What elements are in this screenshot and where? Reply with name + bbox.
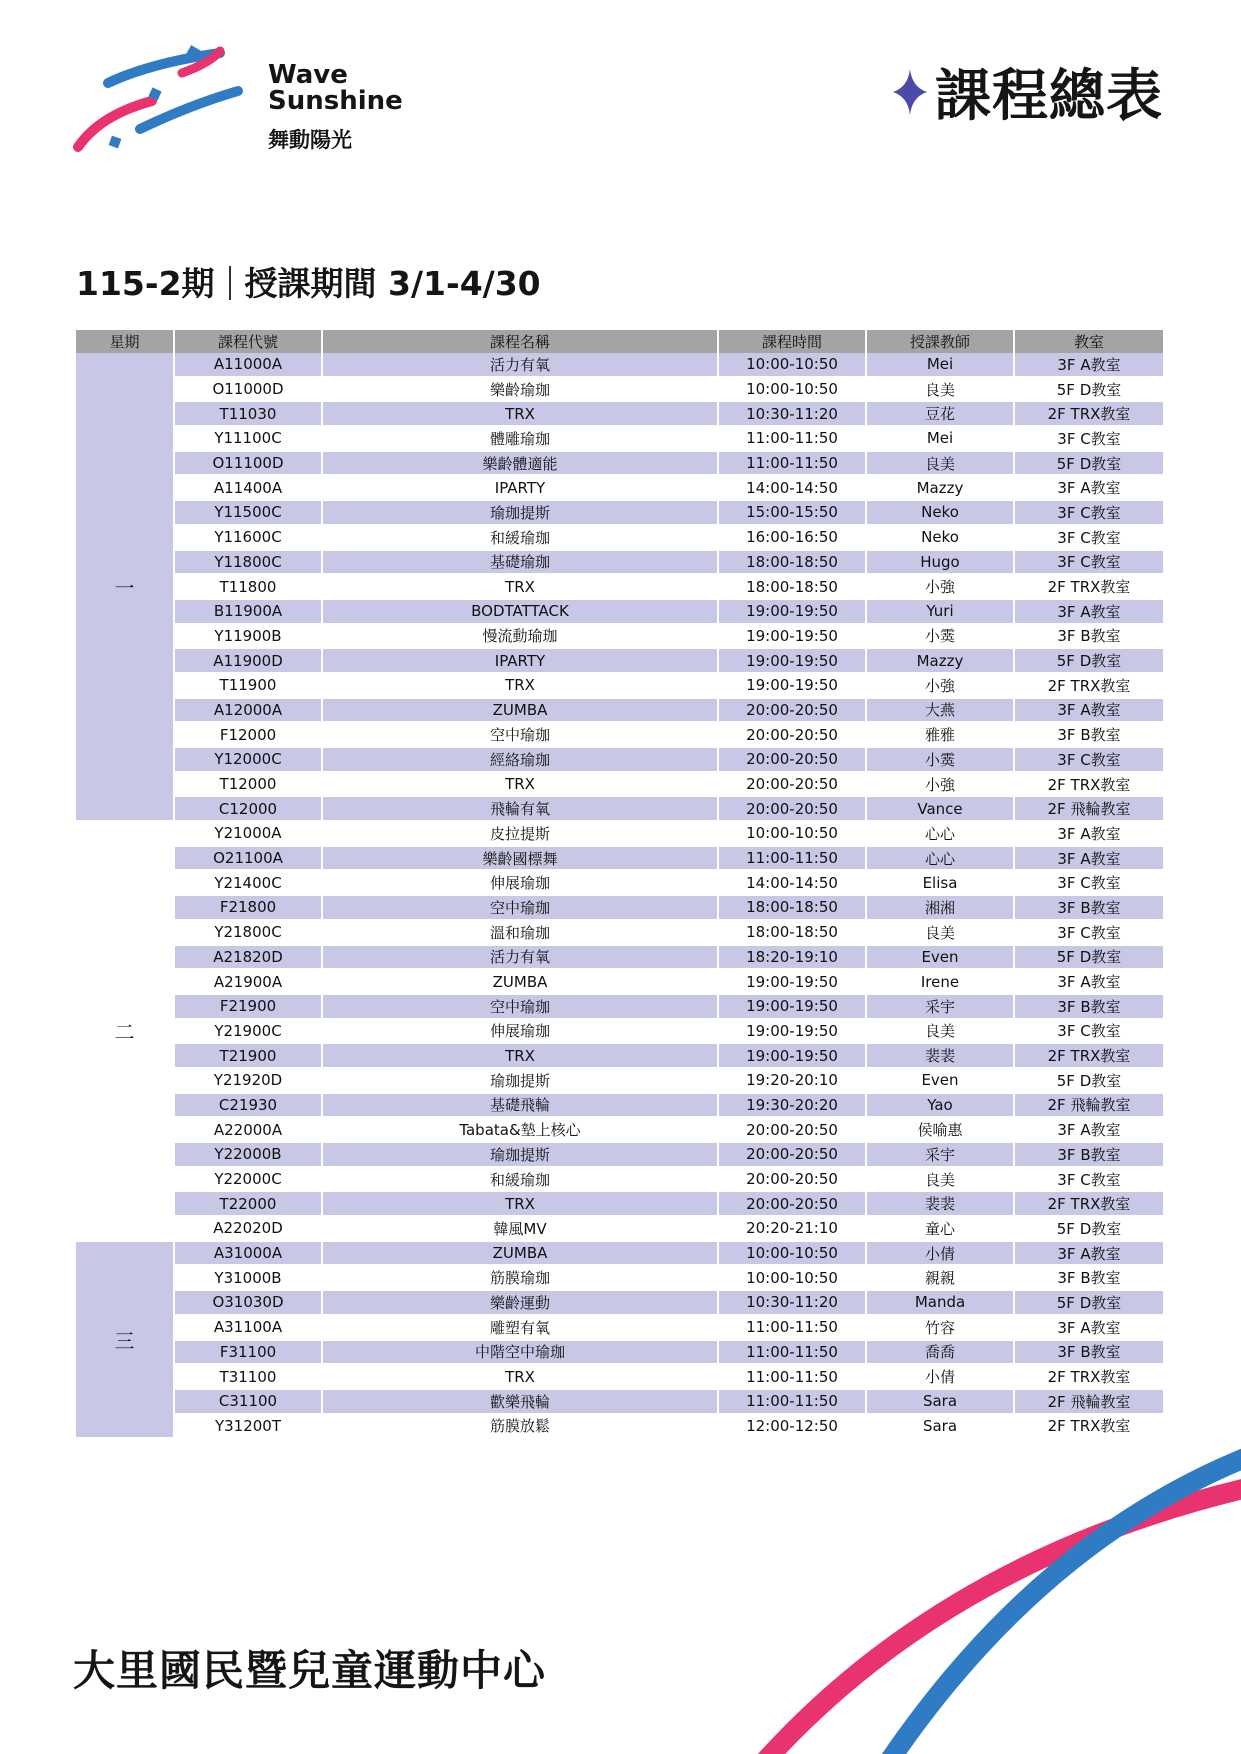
course-teacher: Manda [866, 1290, 1014, 1315]
course-teacher: Neko [866, 525, 1014, 550]
course-code: F31100 [174, 1340, 322, 1365]
course-time: 14:00-14:50 [718, 475, 866, 500]
course-name: 伸展瑜珈 [322, 1019, 718, 1044]
course-code: A11000A [174, 353, 322, 377]
table-row [76, 1019, 1164, 1044]
course-time: 11:00-11:50 [718, 451, 866, 476]
table-row [76, 1142, 1164, 1167]
course-name: 瑜珈提斯 [322, 1142, 718, 1167]
course-time: 19:20-20:10 [718, 1068, 866, 1093]
course-room: 3F A教室 [1014, 1315, 1164, 1340]
table-row [76, 353, 1164, 377]
course-time: 20:00-20:50 [718, 796, 866, 821]
course-teacher: 大燕 [866, 698, 1014, 723]
table-row [76, 821, 1164, 846]
table-row [76, 747, 1164, 772]
course-time: 10:30-11:20 [718, 401, 866, 426]
course-name: 筋膜瑜珈 [322, 1265, 718, 1290]
course-time: 19:00-19:50 [718, 1019, 866, 1044]
course-room: 3F C教室 [1014, 1167, 1164, 1192]
course-name: ZUMBA [322, 1241, 718, 1266]
course-teacher: 小倩 [866, 1364, 1014, 1389]
table-row [76, 1068, 1164, 1093]
table-row [76, 945, 1164, 970]
course-name: BODTATTACK [322, 599, 718, 624]
table-row [76, 722, 1164, 747]
course-code: Y31000B [174, 1265, 322, 1290]
term-label: 115-2期 [76, 264, 215, 303]
course-room: 2F TRX教室 [1014, 1414, 1164, 1439]
col-header-time: 課程時間 [718, 330, 866, 353]
table-row [76, 574, 1164, 599]
course-code: T31100 [174, 1364, 322, 1389]
course-code: T11900 [174, 673, 322, 698]
course-name: TRX [322, 1191, 718, 1216]
course-teacher: Even [866, 1068, 1014, 1093]
course-code: Y21400C [174, 870, 322, 895]
table-row [76, 1290, 1164, 1315]
course-name: 筋膜放鬆 [322, 1414, 718, 1439]
course-name: 基礎飛輪 [322, 1093, 718, 1118]
course-teacher: Sara [866, 1414, 1014, 1439]
course-time: 16:00-16:50 [718, 525, 866, 550]
course-time: 19:00-19:50 [718, 673, 866, 698]
course-time: 10:00-10:50 [718, 821, 866, 846]
course-code: T21900 [174, 1043, 322, 1068]
course-name: 和緩瑜珈 [322, 525, 718, 550]
course-teacher: Mei [866, 353, 1014, 377]
course-name: 樂齡運動 [322, 1290, 718, 1315]
course-code: Y22000B [174, 1142, 322, 1167]
course-name: ZUMBA [322, 698, 718, 723]
course-name: 活力有氧 [322, 353, 718, 377]
course-teacher: Yao [866, 1093, 1014, 1118]
table-row [76, 969, 1164, 994]
course-name: 韓風MV [322, 1216, 718, 1241]
course-code: Y11500C [174, 500, 322, 525]
course-name: 雕塑有氧 [322, 1315, 718, 1340]
table-row [76, 525, 1164, 550]
page-title [891, 52, 1163, 132]
course-name: TRX [322, 772, 718, 797]
course-room: 2F TRX教室 [1014, 1043, 1164, 1068]
course-room: 5F D教室 [1014, 1216, 1164, 1241]
course-room: 2F TRX教室 [1014, 673, 1164, 698]
course-room: 2F TRX教室 [1014, 1364, 1164, 1389]
course-room: 3F C教室 [1014, 870, 1164, 895]
table-body [76, 353, 1164, 1438]
course-time: 20:00-20:50 [718, 698, 866, 723]
course-code: B11900A [174, 599, 322, 624]
course-teacher: 裴裴 [866, 1043, 1014, 1068]
course-code: Y21000A [174, 821, 322, 846]
course-time: 10:00-10:50 [718, 377, 866, 402]
course-name: 皮拉提斯 [322, 821, 718, 846]
course-room: 5F D教室 [1014, 945, 1164, 970]
course-code: O21100A [174, 846, 322, 871]
course-teacher: 小強 [866, 673, 1014, 698]
course-name: TRX [322, 1043, 718, 1068]
course-time: 18:00-18:50 [718, 574, 866, 599]
course-code: Y12000C [174, 747, 322, 772]
course-teacher: Yuri [866, 599, 1014, 624]
brand-name-en-1: Wave [268, 60, 348, 90]
brand-name-zh: 舞動陽光 [268, 128, 352, 152]
course-room: 3F A教室 [1014, 1117, 1164, 1142]
course-room: 2F 飛輪教室 [1014, 1389, 1164, 1414]
course-room: 3F A教室 [1014, 821, 1164, 846]
table-header-row [76, 330, 1164, 353]
table-row [76, 401, 1164, 426]
course-name: 活力有氧 [322, 945, 718, 970]
course-teacher: 湘湘 [866, 895, 1014, 920]
course-code: A11900D [174, 648, 322, 673]
course-room: 3F C教室 [1014, 426, 1164, 451]
course-name: TRX [322, 1364, 718, 1389]
course-name: TRX [322, 401, 718, 426]
course-name: 伸展瑜珈 [322, 870, 718, 895]
course-time: 11:00-11:50 [718, 1364, 866, 1389]
course-teacher: 侯喻惠 [866, 1117, 1014, 1142]
course-time: 15:00-15:50 [718, 500, 866, 525]
course-time: 12:00-12:50 [718, 1414, 866, 1439]
course-room: 2F TRX教室 [1014, 401, 1164, 426]
table-row [76, 1315, 1164, 1340]
course-teacher: 親親 [866, 1265, 1014, 1290]
col-header-code: 課程代號 [174, 330, 322, 353]
table-row [76, 698, 1164, 723]
course-teacher: 采宇 [866, 1142, 1014, 1167]
course-room: 3F C教室 [1014, 500, 1164, 525]
course-name: 飛輪有氧 [322, 796, 718, 821]
course-name: ZUMBA [322, 969, 718, 994]
course-teacher: Mazzy [866, 475, 1014, 500]
course-time: 19:30-20:20 [718, 1093, 866, 1118]
course-time: 11:00-11:50 [718, 1340, 866, 1365]
course-name: 和緩瑜珈 [322, 1167, 718, 1192]
course-teacher: 良美 [866, 1167, 1014, 1192]
course-name: 中階空中瑜珈 [322, 1340, 718, 1365]
course-room: 2F TRX教室 [1014, 574, 1164, 599]
course-time: 10:00-10:50 [718, 1241, 866, 1266]
course-code: A12000A [174, 698, 322, 723]
course-code: C21930 [174, 1093, 322, 1118]
table-row [76, 648, 1164, 673]
col-header-name: 課程名稱 [322, 330, 718, 353]
table-row [76, 1414, 1164, 1439]
col-header-room: 教室 [1014, 330, 1164, 353]
course-teacher: 竹容 [866, 1315, 1014, 1340]
course-room: 3F A教室 [1014, 599, 1164, 624]
course-code: Y11900B [174, 624, 322, 649]
term-range: 授課期間 3/1-4/30 [244, 264, 541, 303]
course-time: 20:00-20:50 [718, 1191, 866, 1216]
course-code: O11000D [174, 377, 322, 402]
course-teacher: Irene [866, 969, 1014, 994]
table-row [76, 377, 1164, 402]
course-teacher: 喬喬 [866, 1340, 1014, 1365]
course-name: TRX [322, 673, 718, 698]
table-row [76, 426, 1164, 451]
table-row [76, 920, 1164, 945]
table-row [76, 1340, 1164, 1365]
course-name: 經絡瑜珈 [322, 747, 718, 772]
course-code: C12000 [174, 796, 322, 821]
course-room: 3F A教室 [1014, 475, 1164, 500]
course-name: 樂齡國標舞 [322, 846, 718, 871]
brand-name-en-2: Sunshine [268, 86, 403, 116]
course-room: 3F C教室 [1014, 747, 1164, 772]
course-time: 18:00-18:50 [718, 550, 866, 575]
table-row [76, 1241, 1164, 1266]
course-code: A11400A [174, 475, 322, 500]
course-name: 瑜珈提斯 [322, 1068, 718, 1093]
table-row [76, 1117, 1164, 1142]
course-teacher: Mazzy [866, 648, 1014, 673]
term-heading [76, 258, 541, 305]
course-time: 19:00-19:50 [718, 624, 866, 649]
course-time: 10:00-10:50 [718, 1265, 866, 1290]
course-teacher: 童心 [866, 1216, 1014, 1241]
course-teacher: Elisa [866, 870, 1014, 895]
course-time: 11:00-11:50 [718, 846, 866, 871]
course-room: 2F TRX教室 [1014, 772, 1164, 797]
col-header-day: 星期 [76, 330, 174, 353]
course-name: 歡樂飛輪 [322, 1389, 718, 1414]
course-name: 樂齡瑜珈 [322, 377, 718, 402]
course-code: A31000A [174, 1241, 322, 1266]
course-time: 20:00-20:50 [718, 1167, 866, 1192]
course-code: T22000 [174, 1191, 322, 1216]
course-name: 基礎瑜珈 [322, 550, 718, 575]
brand-logo [70, 45, 250, 160]
course-room: 3F A教室 [1014, 969, 1164, 994]
course-time: 10:30-11:20 [718, 1290, 866, 1315]
table-row [76, 1093, 1164, 1118]
course-room: 2F TRX教室 [1014, 1191, 1164, 1216]
course-time: 18:00-18:50 [718, 920, 866, 945]
course-room: 3F A教室 [1014, 846, 1164, 871]
course-room: 3F B教室 [1014, 1142, 1164, 1167]
course-code: Y11100C [174, 426, 322, 451]
course-name: 溫和瑜珈 [322, 920, 718, 945]
course-time: 18:20-19:10 [718, 945, 866, 970]
course-name: 樂齡體適能 [322, 451, 718, 476]
course-teacher: 心心 [866, 821, 1014, 846]
course-teacher: 小強 [866, 574, 1014, 599]
course-room: 3F A教室 [1014, 353, 1164, 377]
course-time: 14:00-14:50 [718, 870, 866, 895]
course-teacher: 良美 [866, 920, 1014, 945]
course-code: T11030 [174, 401, 322, 426]
page-title-text: 課程總表 [935, 64, 1163, 129]
course-teacher: Vance [866, 796, 1014, 821]
table-row [76, 550, 1164, 575]
term-divider [229, 266, 231, 300]
course-code: A22000A [174, 1117, 322, 1142]
course-code: T11800 [174, 574, 322, 599]
course-time: 19:00-19:50 [718, 599, 866, 624]
course-room: 3F B教室 [1014, 624, 1164, 649]
course-name: TRX [322, 574, 718, 599]
course-teacher: 小強 [866, 772, 1014, 797]
course-time: 19:00-19:50 [718, 994, 866, 1019]
course-teacher: Neko [866, 500, 1014, 525]
table-row [76, 475, 1164, 500]
table-row [76, 846, 1164, 871]
course-code: T12000 [174, 772, 322, 797]
venue-name: 大里國民暨兒童運動中心 [73, 1646, 547, 1695]
course-time: 19:00-19:50 [718, 1043, 866, 1068]
table-row [76, 772, 1164, 797]
course-room: 3F A教室 [1014, 698, 1164, 723]
col-header-teacher: 授課教師 [866, 330, 1014, 353]
course-teacher: 小霙 [866, 624, 1014, 649]
course-time: 20:00-20:50 [718, 747, 866, 772]
course-code: Y11600C [174, 525, 322, 550]
day-cell: 二 [76, 821, 174, 1241]
course-room: 2F 飛輪教室 [1014, 796, 1164, 821]
course-teacher: Hugo [866, 550, 1014, 575]
course-room: 5F D教室 [1014, 1290, 1164, 1315]
day-cell: 一 [76, 353, 174, 821]
course-code: C31100 [174, 1389, 322, 1414]
course-teacher: 心心 [866, 846, 1014, 871]
course-code: A22020D [174, 1216, 322, 1241]
course-room: 3F B教室 [1014, 1265, 1164, 1290]
course-room: 3F B教室 [1014, 994, 1164, 1019]
course-time: 10:00-10:50 [718, 353, 866, 377]
brand-wordmark [268, 62, 403, 154]
course-time: 20:00-20:50 [718, 1142, 866, 1167]
course-time: 19:00-19:50 [718, 969, 866, 994]
course-name: IPARTY [322, 475, 718, 500]
course-time: 18:00-18:50 [718, 895, 866, 920]
table-row [76, 673, 1164, 698]
course-name: 瑜珈提斯 [322, 500, 718, 525]
table-row [76, 895, 1164, 920]
course-code: Y21920D [174, 1068, 322, 1093]
course-room: 3F C教室 [1014, 550, 1164, 575]
course-code: O31030D [174, 1290, 322, 1315]
course-code: A31100A [174, 1315, 322, 1340]
table-row [76, 624, 1164, 649]
table-row [76, 451, 1164, 476]
course-room: 5F D教室 [1014, 648, 1164, 673]
course-teacher: Even [866, 945, 1014, 970]
course-time: 20:00-20:50 [718, 772, 866, 797]
course-room: 3F B教室 [1014, 722, 1164, 747]
course-teacher: 裴裴 [866, 1191, 1014, 1216]
course-teacher: 采宇 [866, 994, 1014, 1019]
course-room: 3F A教室 [1014, 1241, 1164, 1266]
course-time: 20:00-20:50 [718, 1117, 866, 1142]
table-row [76, 1167, 1164, 1192]
course-room: 3F C教室 [1014, 920, 1164, 945]
table-row [76, 994, 1164, 1019]
course-time: 11:00-11:50 [718, 426, 866, 451]
course-name: 空中瑜珈 [322, 994, 718, 1019]
table-row [76, 1216, 1164, 1241]
course-teacher: 良美 [866, 451, 1014, 476]
course-code: Y11800C [174, 550, 322, 575]
course-time: 11:00-11:50 [718, 1389, 866, 1414]
diamond-icon [891, 67, 929, 117]
course-code: O11100D [174, 451, 322, 476]
day-cell: 三 [76, 1241, 174, 1439]
course-teacher: Mei [866, 426, 1014, 451]
course-teacher: 雅雅 [866, 722, 1014, 747]
course-time: 20:20-21:10 [718, 1216, 866, 1241]
course-code: Y21900C [174, 1019, 322, 1044]
course-time: 11:00-11:50 [718, 1315, 866, 1340]
course-code: Y31200T [174, 1414, 322, 1439]
course-room: 5F D教室 [1014, 377, 1164, 402]
course-name: 體雕瑜珈 [322, 426, 718, 451]
course-code: F21800 [174, 895, 322, 920]
course-name: 空中瑜珈 [322, 722, 718, 747]
course-code: F21900 [174, 994, 322, 1019]
course-time: 19:00-19:50 [718, 648, 866, 673]
course-code: A21820D [174, 945, 322, 970]
course-code: F12000 [174, 722, 322, 747]
table-row [76, 1265, 1164, 1290]
course-teacher: Sara [866, 1389, 1014, 1414]
table-row [76, 1043, 1164, 1068]
table-row [76, 599, 1164, 624]
course-teacher: 良美 [866, 1019, 1014, 1044]
course-teacher: 小霙 [866, 747, 1014, 772]
course-room: 2F 飛輪教室 [1014, 1093, 1164, 1118]
table-row [76, 500, 1164, 525]
table-row [76, 1389, 1164, 1414]
course-teacher: 良美 [866, 377, 1014, 402]
course-time: 20:00-20:50 [718, 722, 866, 747]
course-code: Y22000C [174, 1167, 322, 1192]
course-teacher: 豆花 [866, 401, 1014, 426]
course-room: 5F D教室 [1014, 1068, 1164, 1093]
schedule-table [76, 330, 1165, 1439]
course-name: Tabata&墊上核心 [322, 1117, 718, 1142]
course-code: Y21800C [174, 920, 322, 945]
table-row [76, 1191, 1164, 1216]
course-room: 3F B教室 [1014, 895, 1164, 920]
table-row [76, 796, 1164, 821]
course-name: 空中瑜珈 [322, 895, 718, 920]
course-code: A21900A [174, 969, 322, 994]
course-room: 3F C教室 [1014, 525, 1164, 550]
table-row [76, 870, 1164, 895]
course-room: 3F C教室 [1014, 1019, 1164, 1044]
course-name: IPARTY [322, 648, 718, 673]
course-room: 3F B教室 [1014, 1340, 1164, 1365]
course-teacher: 小倩 [866, 1241, 1014, 1266]
table-row [76, 1364, 1164, 1389]
course-name: 慢流動瑜珈 [322, 624, 718, 649]
course-room: 5F D教室 [1014, 451, 1164, 476]
